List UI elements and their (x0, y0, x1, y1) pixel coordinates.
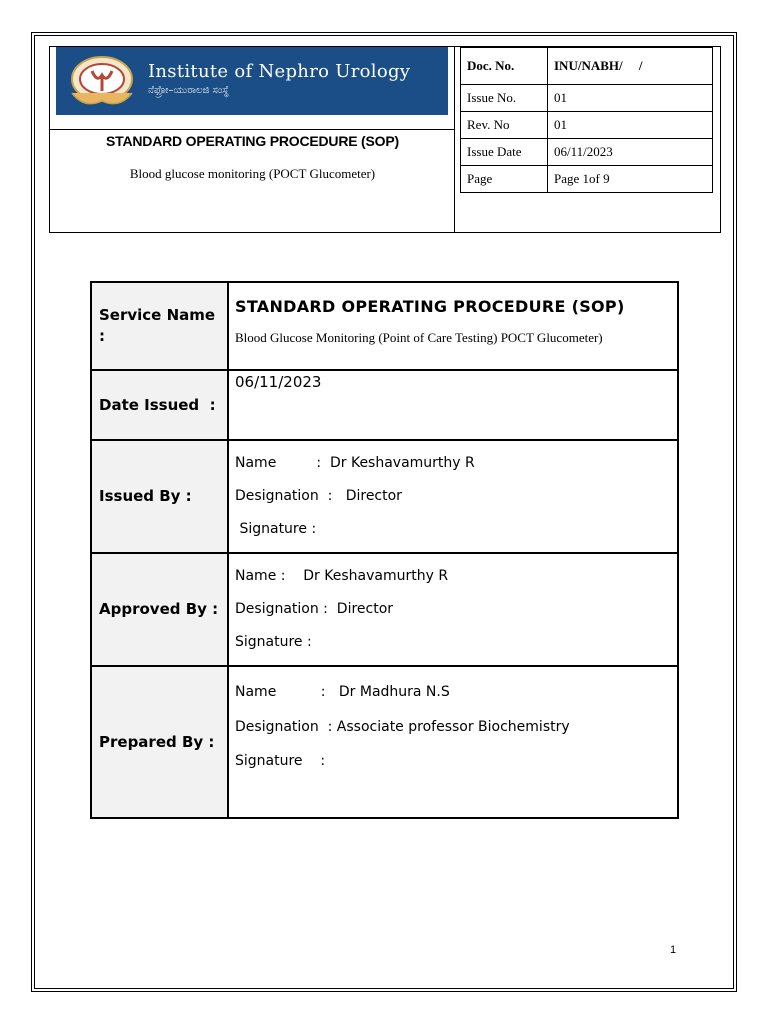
sop-details-table (90, 281, 679, 819)
institute-name-kannada: ನೆಫ್ರೋ–ಯುರಾಲಜಿ ಸಂಸ್ಥೆ (148, 85, 229, 96)
doc-info-key: Issue No. (461, 85, 548, 112)
issued-by-label: Issued By : (91, 440, 228, 553)
doc-info-value: INU/NABH/ / (548, 48, 713, 85)
doc-info-key: Page (461, 166, 548, 193)
doc-info-row (461, 48, 713, 85)
doc-info-key: Rev. No (461, 112, 548, 139)
service-name-value (228, 282, 678, 370)
doc-info-row (461, 139, 713, 166)
approved-by-name: Name : Dr Keshavamurthy R (235, 568, 449, 584)
issued-by-row (91, 440, 678, 553)
approved-by-details (228, 553, 678, 666)
approved-by-row (91, 553, 678, 666)
header-divider (50, 129, 455, 130)
date-issued-row (91, 370, 678, 440)
prepared-by-details (228, 666, 678, 818)
institute-logo-icon (64, 53, 140, 109)
doc-info-row (461, 85, 713, 112)
header-left-panel (50, 47, 455, 232)
issued-by-signature: Signature : (235, 521, 317, 537)
service-name-label: Service Name : (91, 282, 228, 370)
doc-info-value: Page 1of 9 (548, 166, 713, 193)
approved-by-label: Approved By : (91, 553, 228, 666)
document-info-table (460, 47, 713, 193)
prepared-by-signature: Signature : (235, 753, 326, 769)
prepared-by-name: Name : Dr Madhura N.S (235, 684, 450, 700)
doc-info-value: 01 (548, 112, 713, 139)
date-issued-label: Date Issued : (91, 370, 228, 440)
service-name-row (91, 282, 678, 370)
approved-by-signature: Signature : (235, 634, 312, 650)
issued-by-designation: Designation : Director (235, 488, 402, 504)
doc-info-key: Doc. No. (461, 48, 548, 85)
institute-banner (56, 47, 448, 115)
doc-info-key: Issue Date (461, 139, 548, 166)
doc-info-value: 06/11/2023 (548, 139, 713, 166)
date-issued-value: 06/11/2023 (235, 373, 322, 391)
service-sop-title: STANDARD OPERATING PROCEDURE (SOP) (235, 297, 625, 316)
document-header (49, 46, 721, 233)
header-sop-subtitle: Blood glucose monitoring (POCT Glucometer) (129, 166, 376, 181)
header-sop-title: STANDARD OPERATING PROCEDURE (SOP) (106, 133, 399, 149)
prepared-by-label: Prepared By : (91, 666, 228, 818)
doc-info-row (461, 166, 713, 193)
issued-by-name: Name : Dr Keshavamurthy R (235, 455, 475, 471)
prepared-by-row (91, 666, 678, 818)
doc-info-row (461, 112, 713, 139)
approved-by-designation: Designation : Director (235, 601, 394, 617)
page-number: 1 (670, 944, 677, 956)
doc-info-value: 01 (548, 85, 713, 112)
institute-name: Institute of Nephro Urology (148, 61, 411, 82)
date-issued-value-cell (228, 370, 678, 440)
issued-by-details (228, 440, 678, 553)
prepared-by-designation: Designation : Associate professor Biochemistry (235, 719, 570, 735)
service-sop-description: Blood Glucose Monitoring (Point of Care Testing) POCT Glucometer) (235, 330, 603, 345)
